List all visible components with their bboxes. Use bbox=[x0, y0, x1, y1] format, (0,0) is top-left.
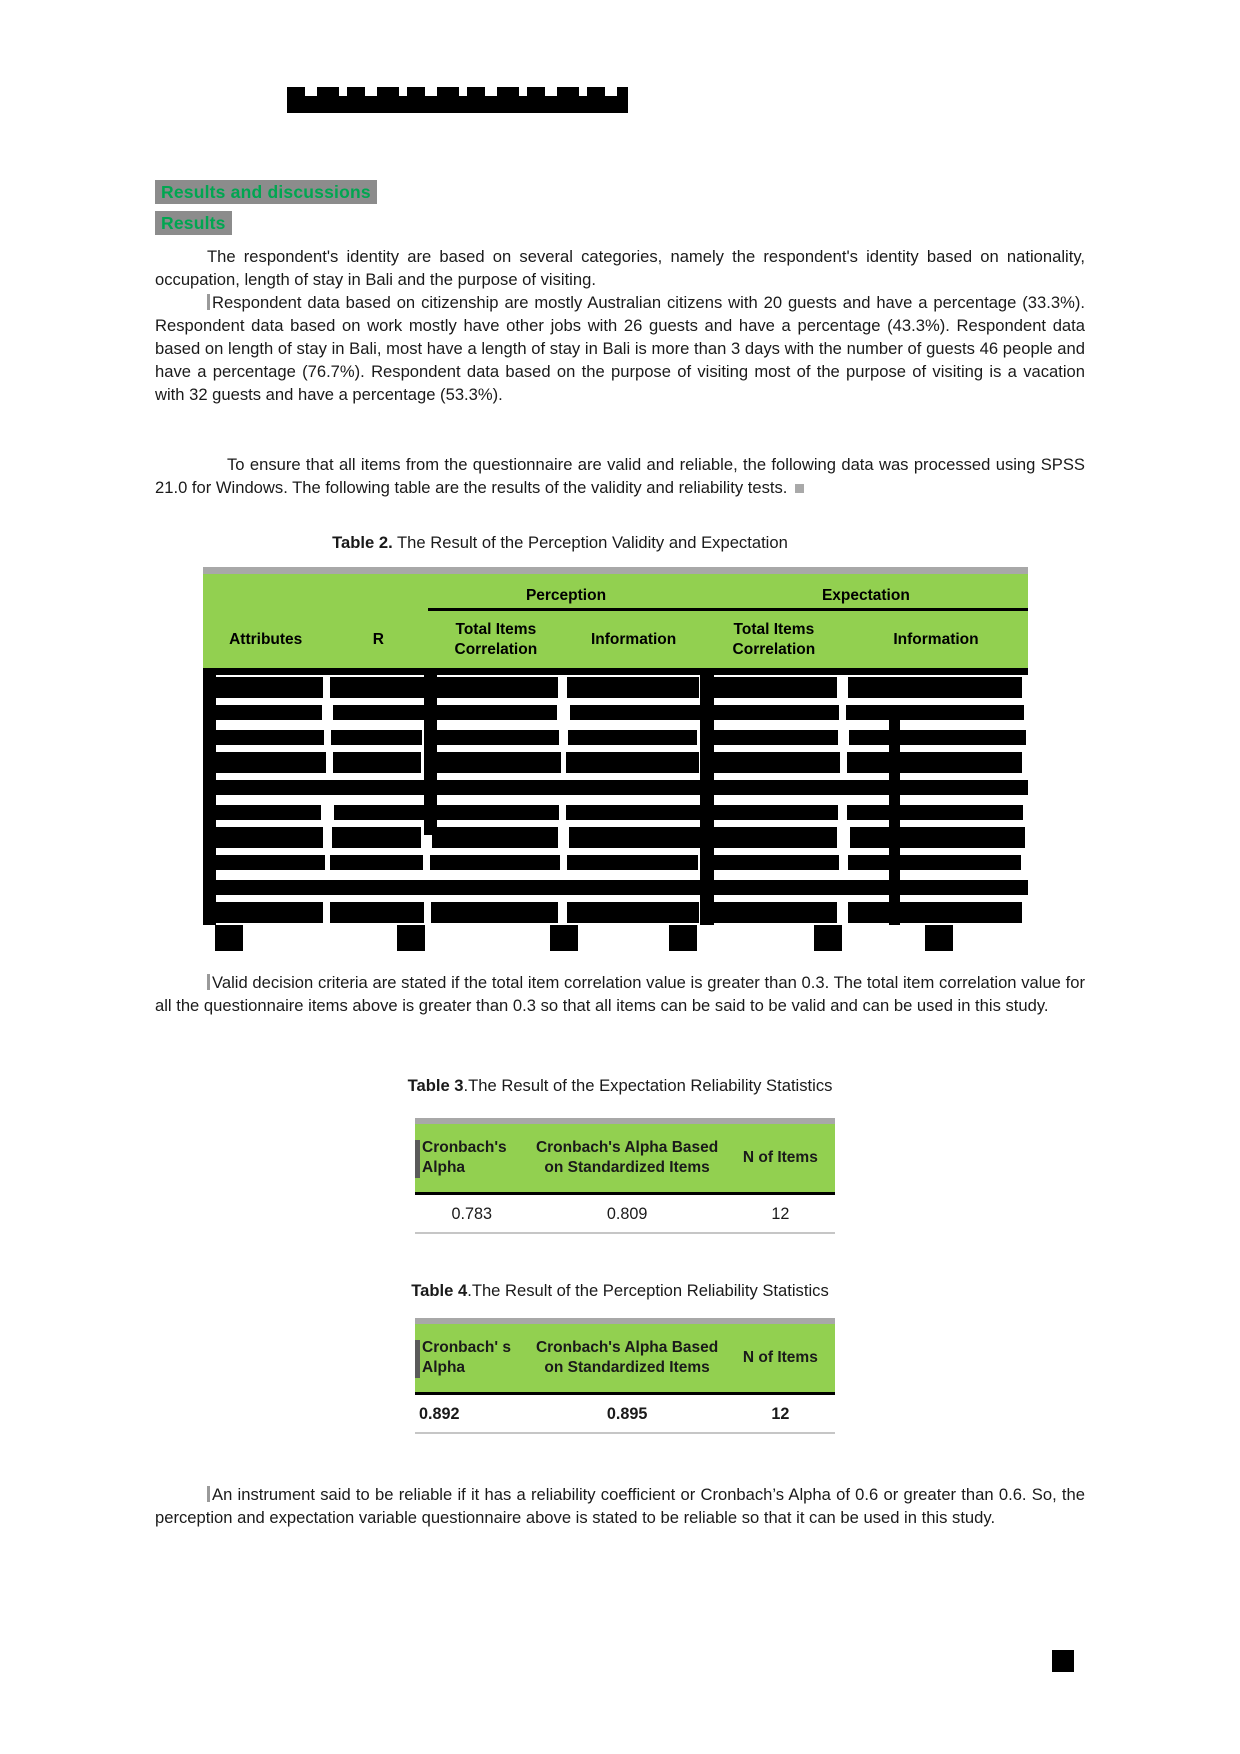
redaction-bar bbox=[848, 855, 1021, 870]
redaction-bar bbox=[844, 880, 1028, 895]
redaction-bar bbox=[428, 780, 563, 795]
value-cronbachs-alpha bbox=[415, 1405, 528, 1424]
redaction-bar bbox=[567, 902, 699, 923]
table4-header bbox=[415, 1324, 835, 1395]
redaction-bar bbox=[706, 705, 839, 720]
redacted-cell bbox=[203, 880, 328, 895]
table4-values-row bbox=[415, 1395, 835, 1434]
redacted-row bbox=[203, 700, 1028, 725]
column-header-n-of-items bbox=[726, 1348, 835, 1368]
table2-caption-text: The Result of the Perception Validity and Expectation bbox=[392, 533, 788, 552]
redacted-cell bbox=[328, 705, 428, 720]
table2-group-row bbox=[203, 574, 1028, 611]
redacted-cell bbox=[844, 730, 1028, 745]
redacted-cell bbox=[428, 880, 563, 895]
paragraph-text: Respondent data based on citizenship are mostly Australian citizens with 20 guests and have a percentage (33.3%). Respondent data based on work mostly have other jobs with 26 guests and have a percentage (43.3%). Respondent data based on length of stay in Bali, most have a length of stay in Bali is more than 3 days with the number of guests 46 people and have a percentage (76.7%). Respondent data based on the purpose of visiting most of the purpose of visiting is a vacation with 32 guests and have a percentage (53.3%). bbox=[155, 293, 1085, 404]
revision-artifact bbox=[415, 1140, 420, 1178]
column-label: Total Items Correlation bbox=[732, 621, 816, 658]
redaction-bar bbox=[203, 880, 328, 895]
table2-redacted-body bbox=[203, 675, 1028, 925]
redaction-bar bbox=[566, 752, 699, 773]
paragraph-reliability-conclusion bbox=[155, 1483, 1085, 1529]
redacted-row bbox=[203, 800, 1028, 825]
redaction-strip bbox=[203, 675, 216, 925]
column-label: N of Items bbox=[742, 1148, 818, 1166]
redacted-cell bbox=[428, 730, 563, 745]
redacted-cell bbox=[844, 880, 1028, 895]
paragraph-text: To ensure that all items from the questionnaire are valid and reliable, the following data was processed using SPSS 21.0 for Windows. The following table are the results of the validity and reliability tests. bbox=[155, 455, 1085, 497]
redaction-bar bbox=[844, 780, 1028, 795]
redaction-bar bbox=[708, 902, 837, 923]
redaction-bar bbox=[704, 780, 844, 795]
redacted-cell bbox=[704, 730, 844, 745]
redacted-cell bbox=[428, 752, 563, 773]
redacted-cell bbox=[328, 805, 428, 820]
table3-caption-text: .The Result of the Expectation Reliability Statistics bbox=[463, 1076, 833, 1095]
group-label: Expectation bbox=[821, 587, 910, 604]
redacted-cell bbox=[203, 730, 328, 745]
redacted-row bbox=[203, 825, 1028, 850]
redacted-cell bbox=[203, 705, 328, 720]
paragraph-spss-processing bbox=[155, 453, 1085, 499]
redaction-bar bbox=[430, 805, 558, 820]
redacted-cell bbox=[564, 752, 704, 773]
heading-results-and-discussions bbox=[155, 180, 377, 204]
redacted-row bbox=[203, 875, 1028, 900]
redaction-bar bbox=[332, 827, 421, 848]
redacted-cell bbox=[704, 827, 844, 848]
redacted-title-bar bbox=[287, 96, 628, 113]
redaction-stub bbox=[814, 925, 842, 951]
redaction-bar bbox=[847, 752, 1022, 773]
redaction-bar bbox=[708, 730, 838, 745]
redacted-cell bbox=[203, 780, 328, 795]
table3 bbox=[415, 1118, 835, 1234]
redaction-stub bbox=[925, 925, 953, 951]
redaction-bar bbox=[203, 705, 322, 720]
redacted-cell bbox=[564, 780, 704, 795]
redaction-stub bbox=[550, 925, 578, 951]
table3-caption-label: Table 3 bbox=[407, 1076, 464, 1095]
redacted-cell bbox=[564, 855, 704, 870]
redaction-bar bbox=[848, 677, 1022, 698]
redacted-cell bbox=[564, 902, 704, 923]
paragraph-text: An instrument said to be reliable if it has a reliability coefficient or Cronbach’s Alpha of 0.6 or greater than 0.6. So, the perception and expectation variable questionnaire above is stated to be reliable so that it can be used in this study. bbox=[155, 1485, 1085, 1527]
redaction-bar bbox=[431, 902, 557, 923]
redacted-cell bbox=[704, 705, 844, 720]
redacted-cell bbox=[844, 827, 1028, 848]
value: 0.809 bbox=[606, 1205, 648, 1223]
redacted-cell bbox=[203, 902, 328, 923]
table4-caption-label: Table 4 bbox=[411, 1281, 468, 1300]
redacted-cell bbox=[428, 827, 563, 848]
redaction-stub bbox=[397, 925, 425, 951]
redaction-bar bbox=[203, 827, 323, 848]
redacted-cell bbox=[564, 805, 704, 820]
redacted-cell bbox=[328, 880, 428, 895]
redacted-cell bbox=[428, 902, 563, 923]
redaction-bar bbox=[708, 677, 837, 698]
paragraph-text: Valid decision criteria are stated if the total item correlation value is greater than 0.3. The total item correlation value for all the questionnaire items above is greater than 0.3 so that all items can be said to be valid and can be used in this study. bbox=[155, 973, 1085, 1015]
redaction-bar bbox=[330, 902, 424, 923]
redacted-cell bbox=[704, 780, 844, 795]
column-header-cronbachs-alpha-standardized bbox=[528, 1338, 725, 1378]
redacted-row bbox=[203, 725, 1028, 750]
cursor-artifact bbox=[207, 294, 210, 310]
column-header-perception-total-items-correlation bbox=[428, 620, 563, 659]
table3-header bbox=[415, 1124, 835, 1195]
redaction-stub bbox=[215, 925, 243, 951]
redacted-cell bbox=[564, 677, 704, 698]
table3-values-row bbox=[415, 1195, 835, 1234]
redacted-cell bbox=[704, 855, 844, 870]
redaction-bar bbox=[328, 780, 428, 795]
redacted-row bbox=[203, 750, 1028, 775]
column-label: Cronbach's Alpha bbox=[422, 1138, 507, 1176]
table2-column-row bbox=[203, 611, 1028, 668]
redacted-cell bbox=[564, 730, 704, 745]
redaction-bar bbox=[564, 780, 704, 795]
redaction-bar bbox=[567, 855, 698, 870]
redacted-cell bbox=[328, 780, 428, 795]
redacted-cell bbox=[203, 752, 328, 773]
column-label: Cronbach' s Alpha bbox=[422, 1338, 511, 1376]
redaction-bar bbox=[203, 855, 325, 870]
redaction-bar bbox=[203, 677, 323, 698]
redaction-bar bbox=[709, 827, 837, 848]
redaction-bar bbox=[333, 752, 421, 773]
heading-text: Results and discussions bbox=[161, 182, 371, 202]
redaction-bar bbox=[328, 880, 428, 895]
column-header-r bbox=[328, 630, 428, 649]
value-n-of-items bbox=[726, 1205, 835, 1224]
column-label: Attributes bbox=[229, 630, 303, 648]
column-label: R bbox=[372, 630, 384, 648]
redaction-bar bbox=[706, 752, 840, 773]
heading-text: Results bbox=[161, 213, 226, 233]
redacted-cell bbox=[428, 855, 563, 870]
cursor-artifact bbox=[207, 1486, 210, 1502]
redaction-bar bbox=[331, 730, 422, 745]
column-label: Information bbox=[893, 630, 979, 648]
redacted-cell bbox=[844, 752, 1028, 773]
redacted-row bbox=[203, 900, 1028, 925]
column-label: Total Items Correlation bbox=[454, 621, 538, 658]
table2-top-strip bbox=[203, 567, 1028, 574]
paragraph-text: The respondent's identity are based on several categories, namely the respondent's identity based on nationality, occupation, length of stay in Bali and the purpose of visiting. bbox=[155, 247, 1085, 289]
column-label: N of Items bbox=[742, 1348, 818, 1366]
redacted-cell bbox=[704, 752, 844, 773]
redaction-bar bbox=[203, 780, 328, 795]
redacted-cell bbox=[203, 827, 328, 848]
redaction-bar bbox=[430, 855, 559, 870]
redacted-cell bbox=[844, 677, 1028, 698]
redaction-bar bbox=[203, 730, 324, 745]
redaction-bar bbox=[704, 880, 844, 895]
column-label: Cronbach's Alpha Based on Standardized Items bbox=[535, 1338, 719, 1376]
paragraph-valid-decision bbox=[155, 971, 1085, 1017]
redacted-cell bbox=[328, 827, 428, 848]
paragraph-respondent-identity bbox=[155, 245, 1085, 291]
heading-results bbox=[155, 211, 232, 235]
redaction-bar bbox=[567, 677, 699, 698]
redacted-cell bbox=[704, 677, 844, 698]
redacted-cell bbox=[704, 902, 844, 923]
redaction-bar bbox=[566, 805, 700, 820]
redacted-cell bbox=[844, 805, 1028, 820]
value-n-of-items bbox=[726, 1405, 835, 1424]
column-header-cronbachs-alpha bbox=[415, 1338, 528, 1378]
redacted-cell bbox=[328, 902, 428, 923]
redaction-bar bbox=[428, 880, 563, 895]
redacted-cell bbox=[428, 805, 563, 820]
table4 bbox=[415, 1318, 835, 1434]
group-label: Perception bbox=[525, 587, 607, 604]
column-header-expectation-information bbox=[844, 630, 1028, 649]
redaction-bar bbox=[434, 752, 560, 773]
redacted-row bbox=[203, 775, 1028, 800]
table4-caption bbox=[155, 1279, 1085, 1303]
redaction-bar bbox=[847, 805, 1023, 820]
redaction-bar bbox=[333, 705, 426, 720]
redacted-cell bbox=[428, 780, 563, 795]
redaction-strip bbox=[424, 675, 437, 835]
column-group-expectation bbox=[704, 587, 1028, 611]
column-header-expectation-total-items-correlation bbox=[704, 620, 844, 659]
redaction-bar bbox=[848, 902, 1022, 923]
redaction-bar bbox=[431, 730, 558, 745]
redaction-bar bbox=[569, 827, 702, 848]
redacted-row bbox=[203, 850, 1028, 875]
redaction-bar bbox=[330, 677, 424, 698]
redaction-bar bbox=[564, 880, 704, 895]
redaction-bar bbox=[334, 805, 425, 820]
redaction-bar bbox=[203, 805, 321, 820]
column-label: Cronbach's Alpha Based on Standardized Items bbox=[535, 1138, 719, 1176]
cursor-artifact bbox=[207, 974, 210, 990]
table2-caption-label: Table 2. bbox=[332, 533, 393, 552]
redaction-strip bbox=[889, 720, 900, 925]
redacted-cell bbox=[328, 752, 428, 773]
redacted-row bbox=[203, 675, 1028, 700]
table4-caption-text: .The Result of the Perception Reliability Statistics bbox=[467, 1281, 829, 1300]
column-header-n-of-items bbox=[726, 1148, 835, 1168]
redaction-bar bbox=[330, 855, 423, 870]
redaction-bar bbox=[432, 827, 557, 848]
table2 bbox=[203, 567, 1028, 953]
redacted-cell bbox=[564, 880, 704, 895]
redacted-cell bbox=[844, 705, 1028, 720]
table2-redacted-footer bbox=[203, 925, 1028, 953]
redaction-bar bbox=[203, 902, 323, 923]
value-cronbachs-alpha-standardized bbox=[528, 1405, 725, 1424]
table2-header-divider bbox=[203, 668, 1028, 675]
redacted-cell bbox=[328, 730, 428, 745]
redacted-cell bbox=[328, 855, 428, 870]
column-header-cronbachs-alpha bbox=[415, 1138, 528, 1178]
redaction-bar bbox=[850, 827, 1025, 848]
redacted-cell bbox=[844, 855, 1028, 870]
redaction-strip bbox=[700, 675, 714, 925]
redaction-bar bbox=[433, 705, 556, 720]
redaction-bar bbox=[431, 677, 557, 698]
column-header-cronbachs-alpha-standardized bbox=[528, 1138, 725, 1178]
redaction-bar bbox=[570, 705, 701, 720]
redacted-cell bbox=[564, 827, 704, 848]
redacted-cell bbox=[428, 705, 563, 720]
redacted-cell bbox=[328, 677, 428, 698]
redacted-footer-mark bbox=[1052, 1650, 1074, 1672]
column-header-attributes bbox=[203, 630, 328, 649]
redaction-bar bbox=[203, 752, 326, 773]
redaction-stub bbox=[669, 925, 697, 951]
value: 12 bbox=[771, 1205, 790, 1223]
paragraph-respondent-data bbox=[155, 291, 1085, 406]
redaction-bar bbox=[846, 705, 1024, 720]
redacted-cell bbox=[203, 855, 328, 870]
redacted-cell bbox=[564, 705, 704, 720]
redacted-cell bbox=[428, 677, 563, 698]
redacted-cell bbox=[704, 880, 844, 895]
redacted-cell bbox=[203, 677, 328, 698]
table3-caption bbox=[155, 1074, 1085, 1098]
revision-artifact bbox=[415, 1340, 420, 1378]
column-group-perception bbox=[428, 587, 704, 611]
redaction-bar bbox=[849, 730, 1026, 745]
value-cronbachs-alpha bbox=[415, 1205, 528, 1224]
value: 12 bbox=[771, 1405, 790, 1423]
table2-header bbox=[203, 574, 1028, 668]
column-label: Information bbox=[591, 630, 677, 648]
value: 0.895 bbox=[606, 1405, 648, 1423]
redacted-cell bbox=[203, 805, 328, 820]
redaction-bar bbox=[568, 730, 697, 745]
value: 0.783 bbox=[451, 1205, 492, 1223]
value: 0.892 bbox=[419, 1405, 460, 1423]
redacted-cell bbox=[844, 780, 1028, 795]
value-cronbachs-alpha-standardized bbox=[528, 1205, 725, 1224]
redaction-bar bbox=[707, 855, 839, 870]
column-header-perception-information bbox=[564, 630, 704, 649]
table2-caption bbox=[155, 531, 965, 555]
redacted-cell bbox=[704, 805, 844, 820]
redaction-bar bbox=[707, 805, 838, 820]
comment-artifact bbox=[795, 484, 804, 493]
redacted-cell bbox=[844, 902, 1028, 923]
